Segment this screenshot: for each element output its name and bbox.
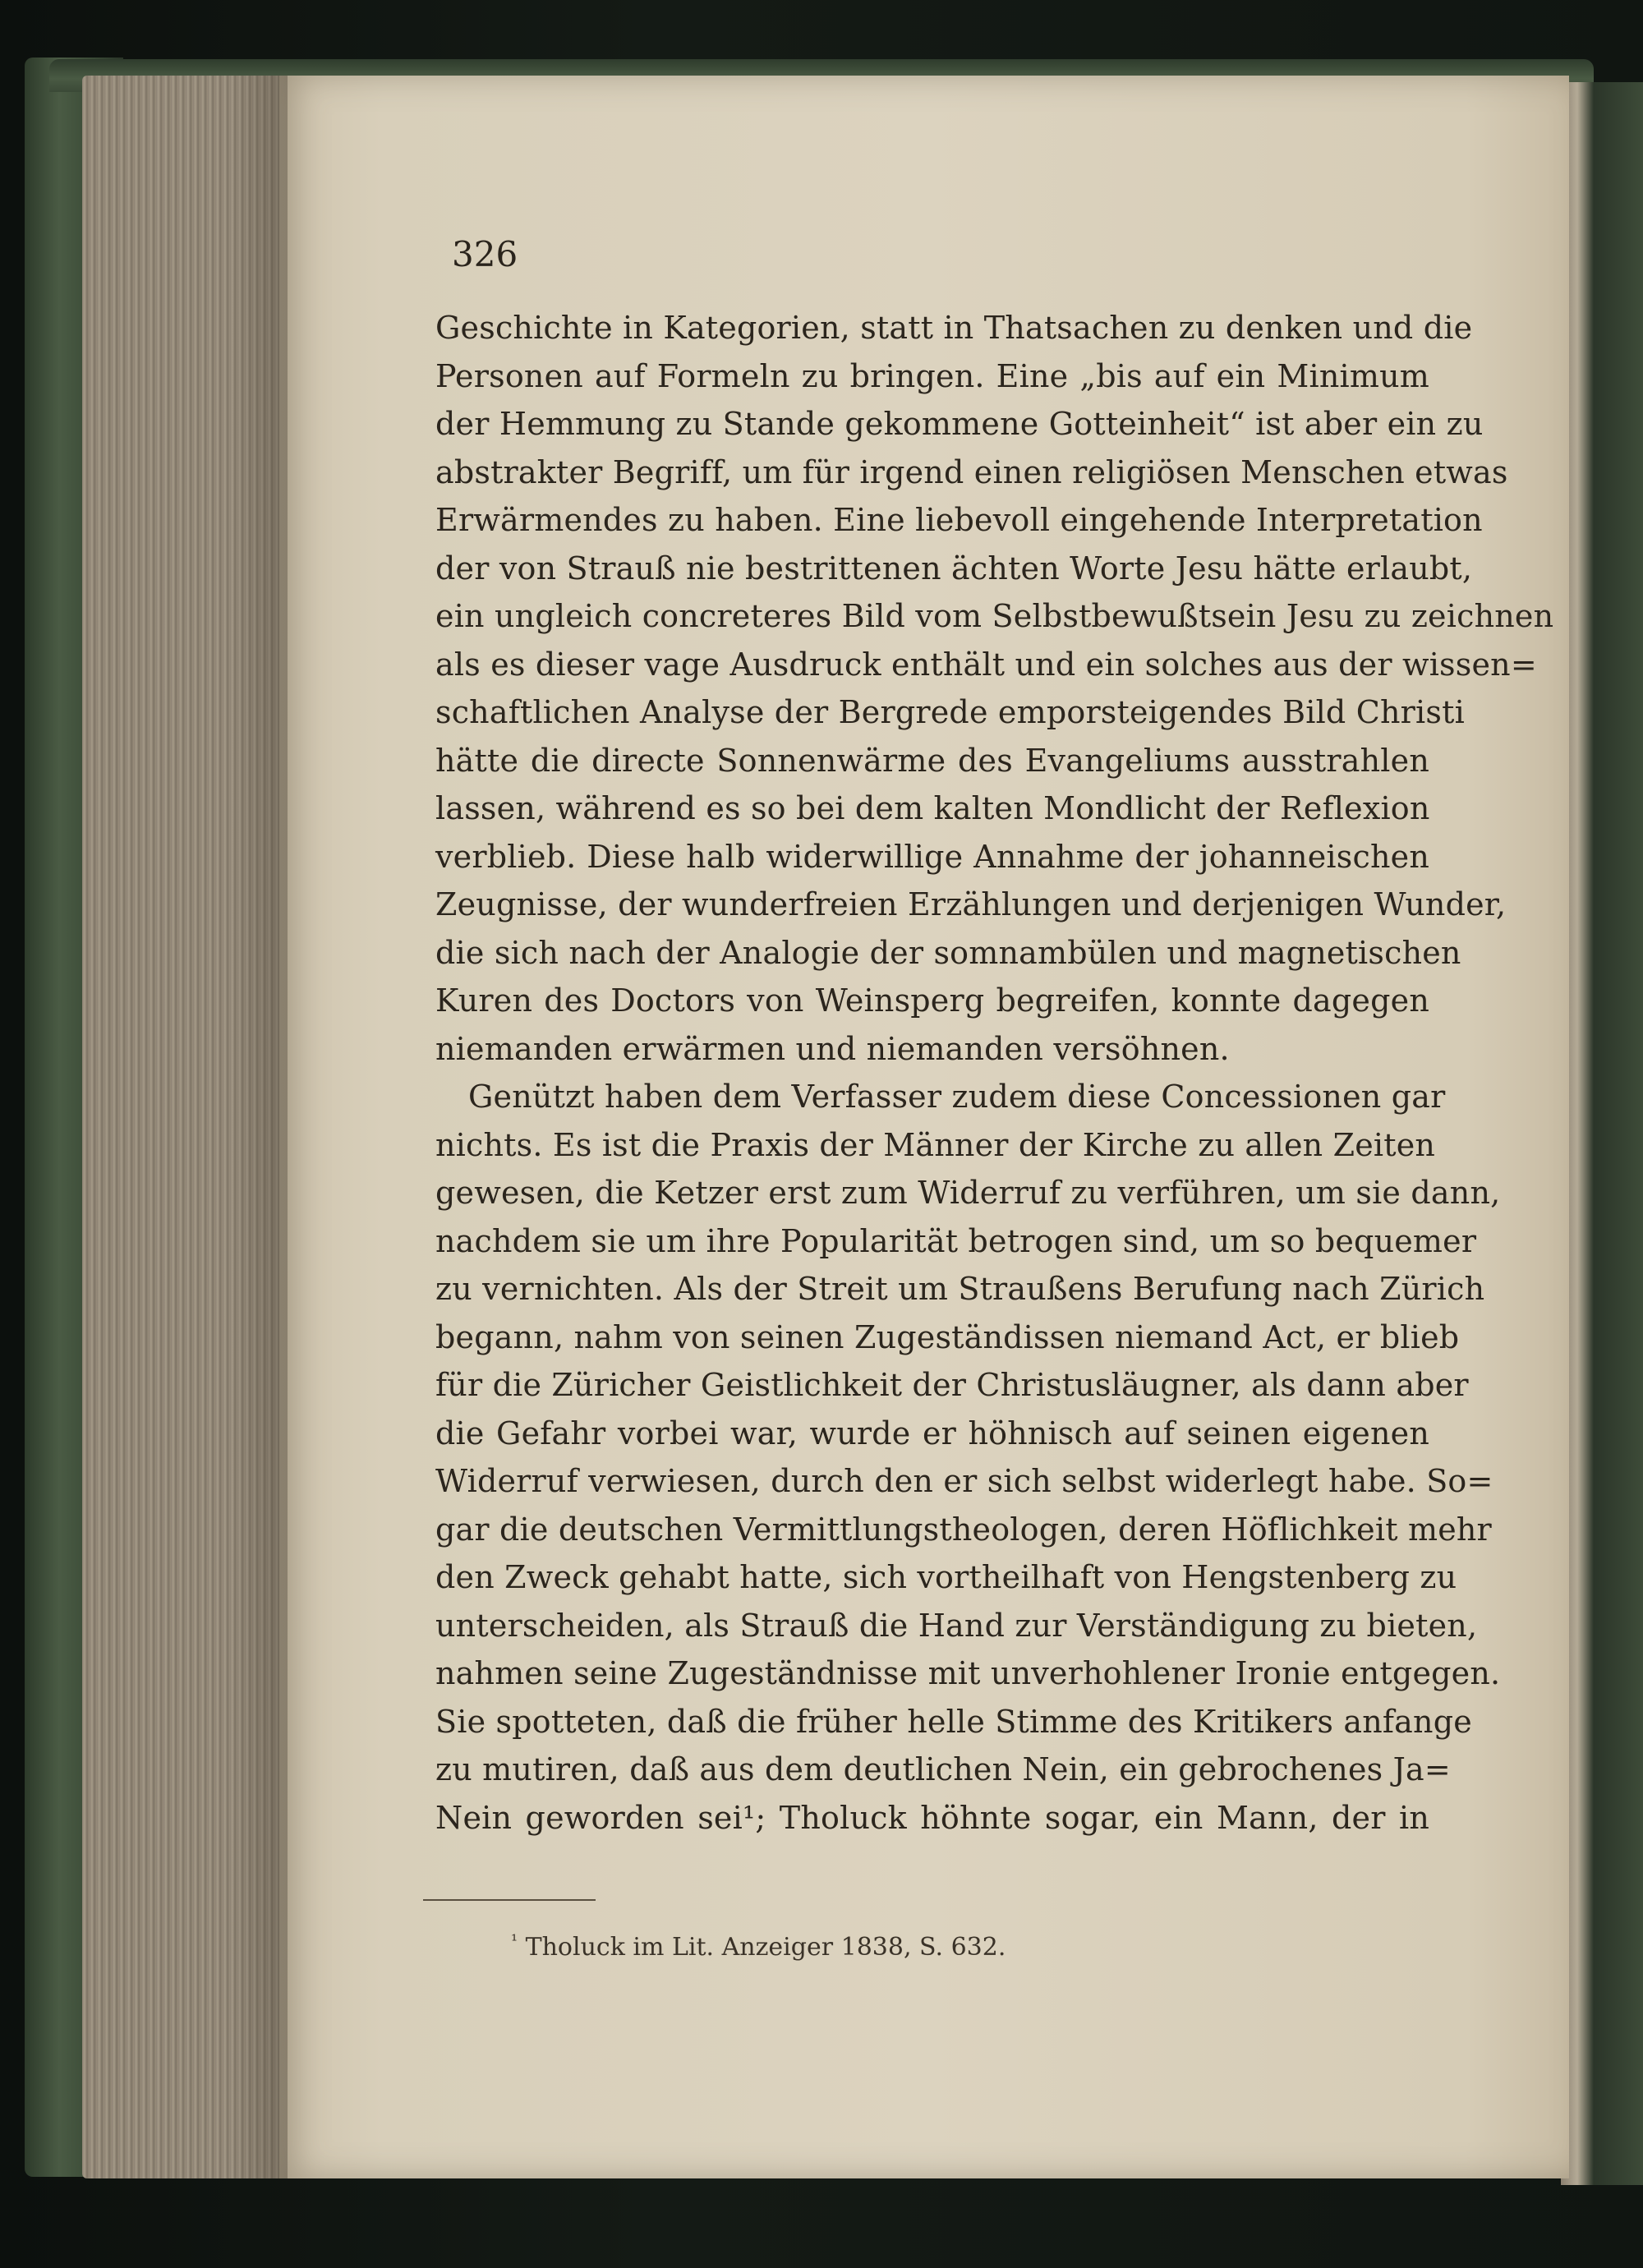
text-line: die sich nach der Analogie der somnambülen und magnetischen xyxy=(435,934,1461,971)
text-line: Erwärmendes zu haben. Eine liebevoll eingehende Interpretation xyxy=(435,502,1483,538)
text-line: Zeugnisse, der wunderfreien Erzählungen und derjenigen Wunder, xyxy=(435,886,1507,922)
text-line: als es dieser vage Ausdruck enthält und ein solches aus der wissen= xyxy=(435,646,1537,683)
text-line: niemanden erwärmen und niemanden versöhnen. xyxy=(435,1030,1230,1067)
text-line: nichts. Es ist die Praxis der Männer der Kirche zu allen Zeiten xyxy=(435,1126,1436,1163)
footnote-rule xyxy=(423,1899,596,1901)
paragraph-2 xyxy=(435,1073,1501,1842)
page-body xyxy=(435,304,1554,1842)
text-line: Kuren des Doctors von Weinsperg begreifen, konnte dagegen xyxy=(435,982,1429,1019)
text-line: schaftlichen Analyse der Bergrede emporsteigendes Bild Christi xyxy=(435,694,1465,730)
footnote-marker: ¹ xyxy=(511,1930,518,1950)
footnote-text: Tholuck im Lit. Anzeiger 1838, S. 632. xyxy=(525,1933,1006,1962)
book-cover-right xyxy=(1561,82,1643,2185)
page-number: 326 xyxy=(452,234,518,274)
text-line: der Hemmung zu Stande gekommene Gotteinheit“ ist aber ein zu xyxy=(435,406,1484,442)
page-gutter-shadow xyxy=(230,76,288,2178)
paragraph-1 xyxy=(435,304,1554,1073)
text-line: gewesen, die Ketzer erst zum Widerruf zu verführen, um sie dann, xyxy=(435,1175,1501,1211)
text-line: den Zweck gehabt hatte, sich vortheilhaft von Hengstenberg zu xyxy=(435,1559,1457,1595)
text-line: zu mutiren, daß aus dem deutlichen Nein, ein gebrochenes Ja= xyxy=(435,1751,1451,1787)
text-line: Sie spotteten, daß die früher helle Stimme des Kritikers anfange xyxy=(435,1703,1472,1740)
text-line: abstrakter Begriff, um für irgend einen religiösen Menschen etwas xyxy=(435,453,1508,490)
text-line: Geschichte in Kategorien, statt in Thatsachen zu denken und die xyxy=(435,310,1473,346)
text-line: der von Strauß nie bestrittenen ächten Worte Jesu hätte erlaubt, xyxy=(435,550,1473,587)
text-line: für die Züricher Geistlichkeit der Christusläugner, als dann aber xyxy=(435,1367,1469,1403)
text-line: Widerruf verwiesen, durch den er sich selbst widerlegt habe. So= xyxy=(435,1463,1493,1499)
text-line: Genützt haben dem Verfasser zudem diese Concessionen gar xyxy=(468,1079,1446,1115)
text-line: zu vernichten. Als der Streit um Straußens Berufung nach Zürich xyxy=(435,1271,1485,1307)
text-line: gar die deutschen Vermittlungstheologen, deren Höflichkeit mehr xyxy=(435,1511,1492,1548)
text-line: die Gefahr vorbei war, wurde er höhnisch auf seinen eigenen xyxy=(435,1415,1429,1451)
text-line: begann, nahm von seinen Zugeständissen niemand Act, er blieb xyxy=(435,1318,1460,1355)
text-line: ein ungleich concreteres Bild vom Selbstbewußtsein Jesu zu zeichnen xyxy=(435,598,1554,634)
text-line: Personen auf Formeln zu bringen. Eine „bis auf ein Minimum xyxy=(435,357,1429,394)
footnote xyxy=(511,1930,1006,1962)
text-line: nahmen seine Zugeständnisse mit unverhohlener Ironie entgegen. xyxy=(435,1655,1501,1691)
text-line: nachdem sie um ihre Popularität betrogen sind, um so bequemer xyxy=(435,1222,1477,1259)
text-line: lassen, während es so bei dem kalten Mondlicht der Reflexion xyxy=(435,790,1430,826)
text-line: Nein geworden sei¹; Tholuck höhnte sogar, ein Mann, der in xyxy=(435,1799,1429,1836)
text-line: unterscheiden, als Strauß die Hand zur Verständigung zu bieten, xyxy=(435,1607,1478,1644)
text-line: verblieb. Diese halb widerwillige Annahme der johanneischen xyxy=(435,838,1429,875)
text-line: hätte die directe Sonnenwärme des Evangeliums ausstrahlen xyxy=(435,742,1429,779)
